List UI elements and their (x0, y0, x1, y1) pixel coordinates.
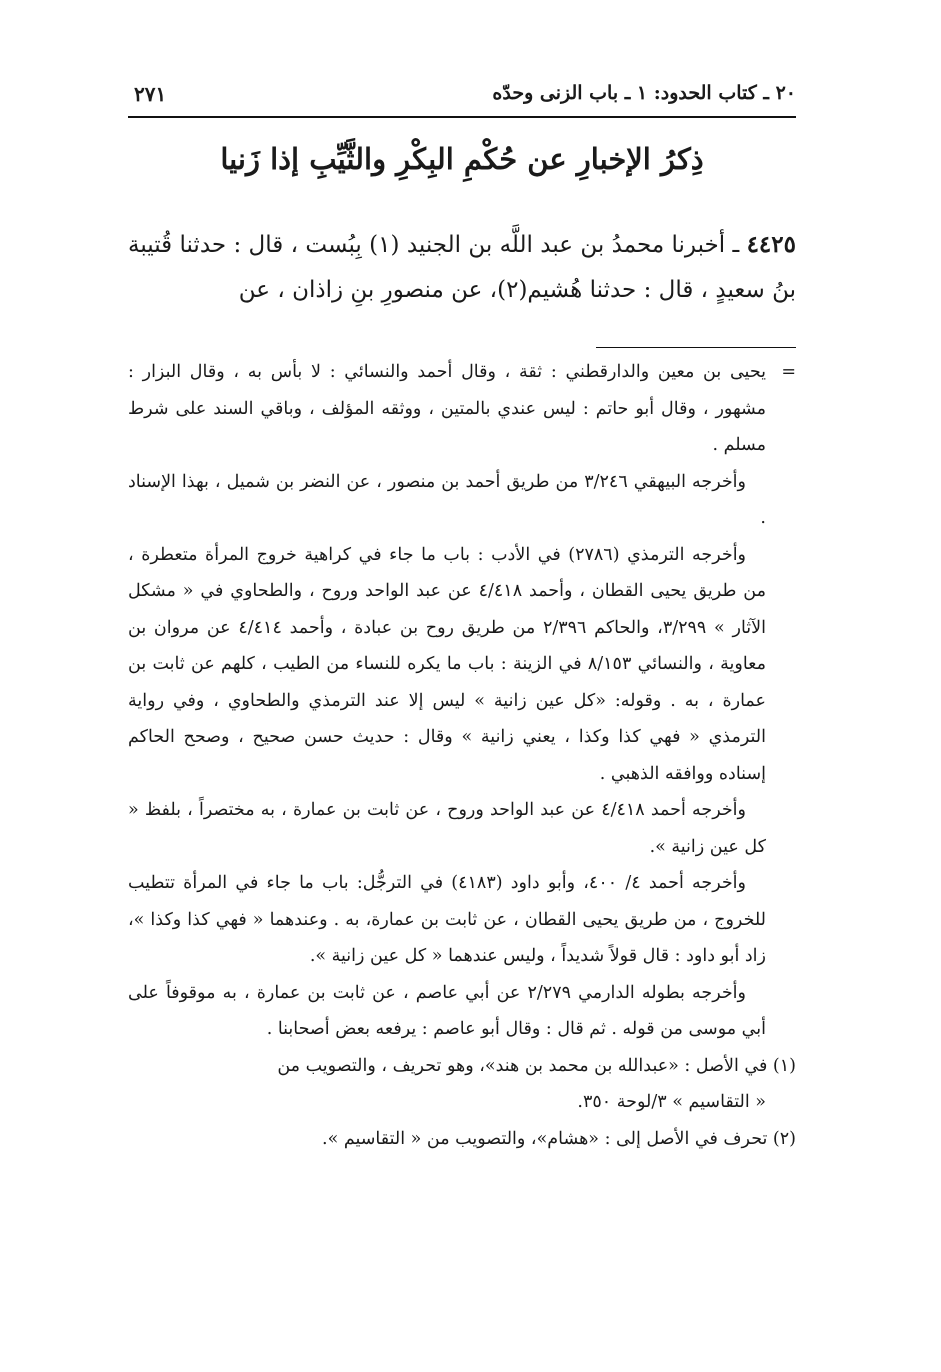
footnote-1 (128, 1048, 796, 1121)
notes-section (128, 354, 796, 1157)
footnote-1-rest: « التقاسيم » ٣/لوحة ٣٥٠. (577, 1092, 766, 1112)
footnote-separator (596, 347, 796, 348)
note-paragraph-5: وأخرجه بطوله الدارمي ٢/٢٧٩ عن أبي عاصم ، عن ثابت بن عمارة ، به موقوفاً على أبي موسى من قوله . ثم قال : وقال أبو عاصم : يرفعه بعض أصحابنا . (128, 982, 766, 1039)
running-header (128, 80, 796, 118)
continuation-marker: = (781, 362, 796, 382)
hadith-text (128, 222, 796, 313)
page-number: ٢٧١ (134, 82, 167, 106)
chapter-title: ذِكرُ الإخبارِ عن حُكْمِ البِكْرِ والثَّيِّبِ إذا زَنيا (220, 142, 704, 176)
note-paragraph-3: وأخرجه أحمد ٤/٤١٨ عن عبد الواحد وروح ، عن ثابت بن عمارة ، به مختصراً ، بلفظ « كل عين زانية ». (128, 800, 766, 857)
continued-note (128, 354, 796, 464)
continued-note-text: يحيى بن معين والدارقطني : ثقة ، وقال أحمد والنسائي : لا بأس به ، وقال البزار : مشهور ، وقال أبو حاتم : ليس عندي بالمتين ، ووثقه المؤلف ، وباقي السند على شرط مسلم . (128, 362, 766, 455)
footnote-2-first: (٢) تحرف في الأصل إلى : «هشام»، والتصويب من « التقاسيم ». (322, 1128, 796, 1149)
footnote-2 (128, 1121, 796, 1158)
hadith-body: ـ أخبرنا محمدُ بن عبد اللَّه بن الجنيد (١) بِبُست ، قال : حدثنا قُتيبة بنُ سعيدٍ ، قال : حدثنا هُشيم(٢)، عن منصورِ بنِ زاذان ، عن (128, 232, 796, 303)
footnote-1-first: (١) في الأصل : «عبدالله بن محمد بن هند»، وهو تحريف ، والتصويب من (277, 1055, 796, 1076)
note-paragraph-2: وأخرجه الترمذي (٢٧٨٦) في الأدب : باب ما جاء في كراهية خروج المرأة متعطرة ، من طريق يحيى القطان ، وأحمد ٤/٤١٨ عن عبد الواحد وروح ، والطحاوي في « مشكل الآثار » ٣/٢٩٩، والحاكم ٢/٣٩٦ من طريق روح بن عبادة ، وأحمد ٤/٤١٤ عن مروان بن معاوية ، والنسائي ٨/١٥٣ في الزينة : باب ما يكره للنساء من الطيب ، كلهم عن ثابت بن عمارة ، به . وقوله: «كل عين زانية » ليس إلا عند الترمذي والطحاوي ، وفي رواية الترمذي « فهي كذا وكذا ، يعني زانية » وقال : حديث حسن صحيح ، وصحح الحاكم إسناده ووافقه الذهبي . (128, 544, 767, 784)
note-paragraph-1: وأخرجه البيهقي ٣/٢٤٦ من طريق أحمد بن منصور ، عن النضر بن شميل ، بهذا الإسناد . (128, 471, 766, 528)
running-head-title: ٢٠ ـ كتاب الحدود: ١ ـ باب الزنى وحدّه (492, 82, 796, 104)
hadith-number: ٤٤٢٥ (746, 231, 796, 258)
note-paragraph-4: وأخرجه أحمد ٤/ ٤٠٠، وأبو داود (٤١٨٣) في الترجُّل: باب ما جاء في المرأة تتطيب للخروج ، من طريق يحيى القطان ، عن ثابت بن عمارة، به . وعندهما « فهي كذا وكذا »، زاد أبو داود : قال قولاً شديداً ، وليس عندهما « كل عين زانية ». (128, 873, 766, 966)
